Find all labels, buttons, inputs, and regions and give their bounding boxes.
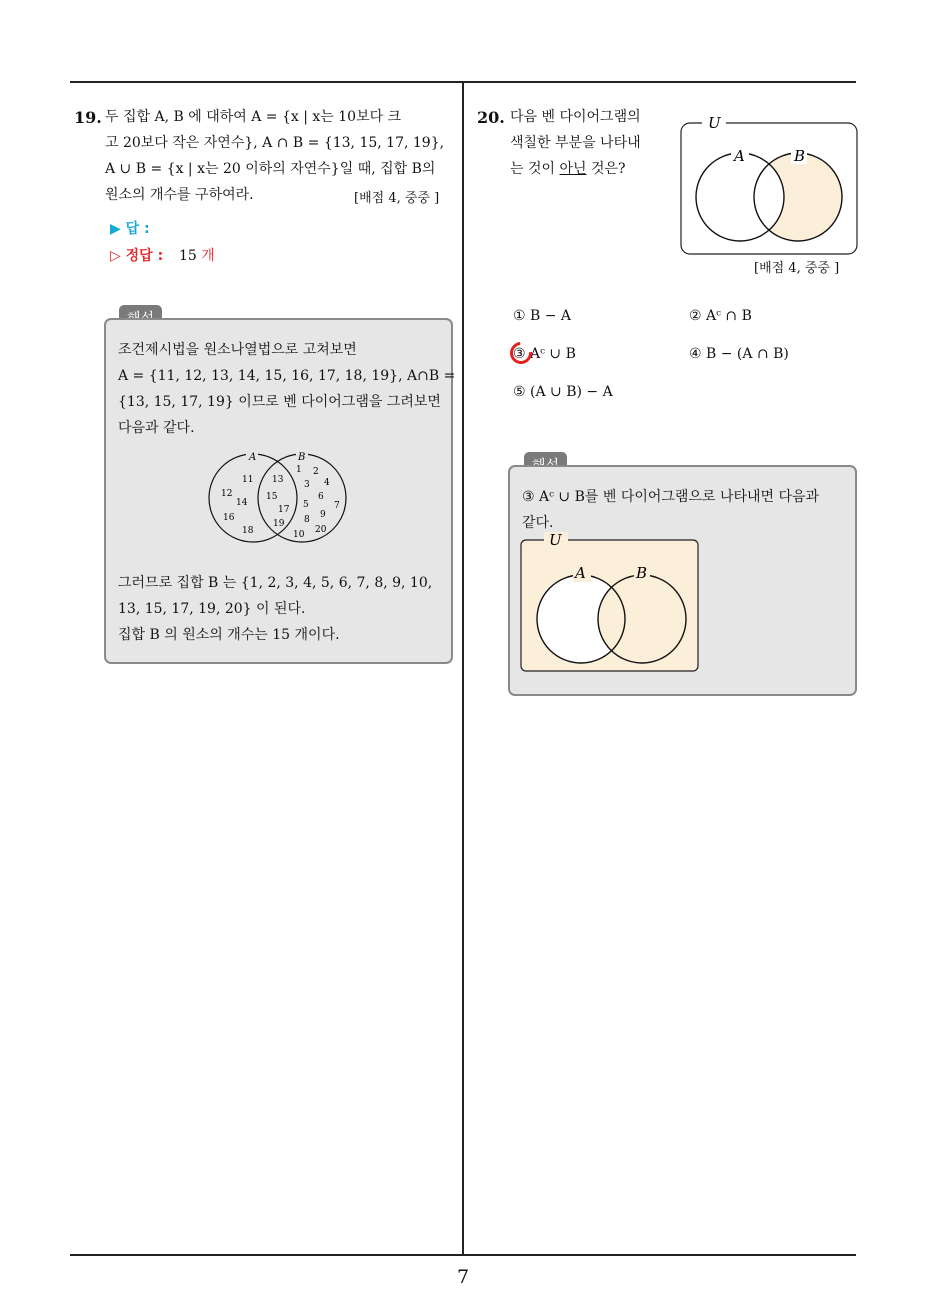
q20-question-text	[510, 104, 641, 182]
venn-element: 1	[296, 465, 302, 475]
venn-label-b: B	[298, 452, 306, 463]
q20-exp-line: 같다.	[522, 515, 554, 531]
venn-element: 3	[304, 480, 310, 490]
venn-element: 20	[315, 525, 327, 535]
choice-5[interactable]: ⑤ (A ∪ B) − A	[513, 384, 613, 400]
venn-label-a: A	[734, 147, 745, 165]
q19-exp-line: {13, 15, 17, 19} 이므로 벤 다이어그램을 그려보면	[118, 394, 441, 410]
q20-venn-diagram	[678, 110, 862, 258]
selected-choice-mark	[506, 338, 537, 369]
q19-exp-line: 그러므로 집합 B 는 {1, 2, 3, 4, 5, 6, 7, 8, 9, 10,	[118, 575, 433, 591]
q20-underlined-word: 아닌	[559, 161, 587, 177]
venn-element: 18	[242, 526, 254, 536]
q19-number: 19.	[74, 108, 102, 127]
venn-element: 6	[318, 492, 324, 502]
q19-exp-line: 13, 15, 17, 19, 20} 이 된다.	[118, 601, 306, 617]
q19-explanation-text-top	[118, 337, 455, 441]
q19-exp-line: 집합 B 의 원소의 개수는 15 개이다.	[118, 627, 340, 643]
q19-answer-label: ▶ 답 :	[110, 221, 150, 237]
q20-explanation-text	[522, 484, 819, 536]
q20-line3-before: 는 것이	[510, 161, 560, 177]
venn-element: 15	[266, 492, 278, 502]
venn-element: 7	[334, 501, 340, 511]
page-number: 7	[456, 1266, 470, 1288]
q19-venn-diagram	[200, 448, 360, 548]
venn-element: 17	[278, 505, 290, 515]
q19-exp-line: 다음과 같다.	[118, 420, 195, 436]
q19-line: 고 20보다 작은 자연수}, A ∩ B = {13, 15, 17, 19},	[105, 135, 445, 151]
choice-1[interactable]: ① B − A	[513, 308, 572, 324]
column-divider	[462, 82, 464, 1256]
venn-element: 12	[221, 489, 233, 499]
choice-3[interactable]: ③ Aᶜ ∪ B	[513, 346, 576, 362]
venn-element: 2	[313, 467, 319, 477]
q20-line3-after: 것은?	[586, 161, 626, 177]
q20-number: 20.	[477, 108, 505, 127]
venn-label-u: U	[708, 114, 721, 132]
venn-label-b: B	[636, 564, 648, 582]
venn-element: 4	[324, 478, 330, 488]
q20-line: 다음 벤 다이어그램의	[510, 109, 641, 125]
venn-label-a: A	[249, 452, 257, 463]
q20-line: 색칠한 부분을 나타내	[510, 135, 641, 151]
q19-correct-unit: 개	[201, 248, 215, 264]
q19-exp-line: 조건제시법을 원소나열법으로 고쳐보면	[118, 342, 357, 358]
q20-meta: [배점 4, 중중 ]	[754, 261, 840, 276]
q19-meta: [배점 4, 중중 ]	[354, 191, 440, 206]
venn-label-u: U	[549, 531, 562, 549]
venn-element: 10	[293, 530, 305, 540]
q19-correct-label: ▷ 정답 :	[110, 248, 164, 264]
venn-element: 14	[236, 498, 248, 508]
choice-4[interactable]: ④ B − (A ∩ B)	[689, 346, 789, 362]
q19-exp-line: A = {11, 12, 13, 14, 15, 16, 17, 18, 19}, A∩B =	[118, 368, 456, 384]
venn-element: 16	[223, 513, 235, 523]
venn-element: 9	[320, 510, 326, 520]
q19-line: A ∪ B = {x | x는 20 이하의 자연수}일 때, 집합 B의	[105, 161, 436, 177]
q19-correct-value: 15	[179, 248, 197, 264]
choice-2[interactable]: ② Aᶜ ∩ B	[689, 308, 752, 324]
q19-correct-answer	[179, 245, 215, 265]
q19-explanation-text-bottom	[118, 570, 432, 648]
venn-element: 11	[242, 475, 254, 485]
bottom-rule	[70, 1254, 856, 1256]
q20-explanation-venn	[518, 530, 702, 676]
q20-line	[510, 156, 641, 182]
venn-label-a: A	[575, 564, 586, 582]
venn-element: 19	[273, 519, 285, 529]
q19-line: 두 집합 A, B 에 대하여 A = {x | x는 10보다 크	[105, 109, 402, 125]
venn-element: 8	[304, 515, 310, 525]
q20-exp-line: ③ Aᶜ ∪ B를 벤 다이어그램으로 나타내면 다음과	[522, 489, 820, 505]
venn-element: 13	[272, 475, 284, 485]
venn-element: 5	[303, 500, 309, 510]
q19-line: 원소의 개수를 구하여라.	[105, 187, 254, 203]
venn-label-b: B	[794, 147, 806, 165]
